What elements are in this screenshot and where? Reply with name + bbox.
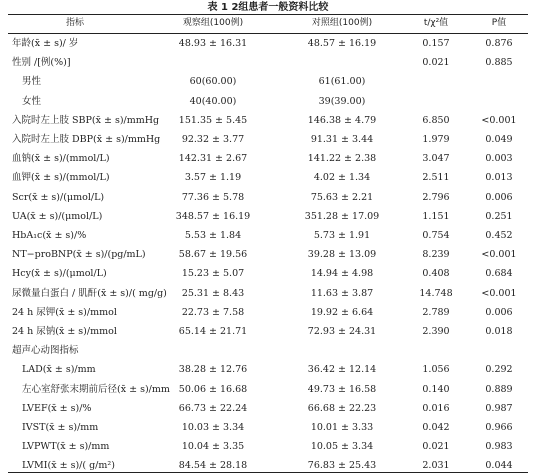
row-label: LVPWT(x̄ ± s)/mm xyxy=(22,441,110,453)
p-value: 0.003 xyxy=(485,153,513,165)
control-value: 72.93 ± 24.31 xyxy=(307,326,377,337)
observation-value: 3.57 ± 1.19 xyxy=(184,172,242,184)
row-label: HbA₁c(x̄ ± s)/% xyxy=(12,230,87,241)
table-bottom-rule xyxy=(8,472,528,473)
test-statistic-value: 1.151 xyxy=(422,210,450,222)
header-observation-group: 观察组(100例) xyxy=(182,18,244,28)
table-row xyxy=(0,171,536,185)
p-value: 0.049 xyxy=(485,134,513,145)
observation-value: 151.35 ± 5.45 xyxy=(178,114,248,126)
control-value: 66.68 ± 22.23 xyxy=(307,402,377,414)
p-value: 0.013 xyxy=(485,172,513,184)
table-row xyxy=(0,267,536,281)
observation-value: 66.73 ± 22.24 xyxy=(178,402,248,414)
observation-value: 77.36 ± 5.78 xyxy=(181,191,245,203)
test-statistic-value: 2.789 xyxy=(422,306,450,318)
row-label: 血钠(x̄ ± s)/(mmol/L) xyxy=(12,153,110,165)
observation-value: 22.73 ± 7.58 xyxy=(181,306,245,318)
observation-value: 38.28 ± 12.76 xyxy=(178,364,248,376)
row-label: LAD(x̄ ± s)/mm xyxy=(22,364,96,376)
test-statistic-value: 0.140 xyxy=(422,383,450,395)
observation-value: 50.06 ± 16.68 xyxy=(178,383,248,395)
table-row xyxy=(0,325,536,339)
control-value: 10.05 ± 3.34 xyxy=(310,441,374,453)
p-value: 0.876 xyxy=(485,38,513,49)
p-value: 0.889 xyxy=(485,383,513,395)
control-value: 4.02 ± 1.34 xyxy=(313,172,371,184)
observation-value: 15.23 ± 5.07 xyxy=(181,268,245,280)
row-label: 性别 /[例(%)] xyxy=(12,57,71,69)
table-header-rule xyxy=(8,33,528,34)
table-row xyxy=(0,114,536,128)
row-label: 入院时左上肢 SBP(x̄ ± s)/mmHg xyxy=(12,114,160,126)
test-statistic-value: 2.511 xyxy=(422,172,450,184)
table-row xyxy=(0,133,536,147)
row-label: NT−proBNP(x̄ ± s)/(pg/mL) xyxy=(12,249,146,261)
test-statistic-value: 3.047 xyxy=(422,153,450,165)
control-value: 351.28 ± 17.09 xyxy=(304,210,380,222)
observation-value: 65.14 ± 21.71 xyxy=(178,326,248,337)
table-row xyxy=(0,383,536,397)
control-value: 14.94 ± 4.98 xyxy=(310,268,374,280)
p-value: 0.006 xyxy=(485,191,513,203)
p-value: 0.983 xyxy=(485,441,513,453)
table-row xyxy=(0,287,536,301)
test-statistic-value: 6.850 xyxy=(422,114,450,126)
table-row xyxy=(0,440,536,454)
observation-value: 48.93 ± 16.31 xyxy=(178,38,248,49)
row-label: 男性 xyxy=(22,76,42,88)
p-value: 0.452 xyxy=(485,230,513,241)
row-label: 尿微量白蛋白 / 肌酐(x̄ ± s)/( mg/g) xyxy=(12,287,167,299)
table-row xyxy=(0,37,536,51)
row-label: Hcy(x̄ ± s)/(μmol/L) xyxy=(12,268,107,280)
p-value: 0.006 xyxy=(485,306,513,318)
p-value: <0.001 xyxy=(481,287,517,299)
row-label: UA(x̄ ± s)/(μmol/L) xyxy=(12,210,103,222)
observation-value: 142.31 ± 2.67 xyxy=(178,153,248,165)
row-label: 左心室舒张末期前后径(x̄ ± s)/mm xyxy=(22,383,170,395)
p-value: 0.987 xyxy=(485,402,513,414)
table-row xyxy=(0,95,536,109)
row-label: Scr(x̄ ± s)/(μmol/L) xyxy=(12,191,105,203)
p-value: <0.001 xyxy=(481,114,517,126)
control-value: 11.63 ± 3.87 xyxy=(310,287,374,299)
test-statistic-value: 0.754 xyxy=(422,230,450,241)
table-row xyxy=(0,421,536,435)
observation-value: 5.53 ± 1.84 xyxy=(184,230,242,241)
table-row xyxy=(0,306,536,320)
p-value: 0.966 xyxy=(485,422,513,433)
table-row xyxy=(0,344,536,358)
control-value: 75.63 ± 2.21 xyxy=(310,191,374,203)
row-label: 女性 xyxy=(22,95,42,107)
row-label: IVST(x̄ ± s)/mm xyxy=(22,422,99,433)
test-statistic-value: 8.239 xyxy=(422,249,450,261)
row-label: LVMI(x̄ ± s)/( g/m²) xyxy=(22,460,115,472)
table-row xyxy=(0,229,536,243)
row-label: 24 h 尿钠(x̄ ± s)/mmol xyxy=(12,326,117,337)
p-value: 0.044 xyxy=(485,460,513,472)
test-statistic-value: 1.979 xyxy=(422,134,450,145)
test-statistic-value: 0.021 xyxy=(422,57,450,69)
test-statistic-value: 2.796 xyxy=(422,191,450,203)
table-header-row xyxy=(0,16,536,30)
test-statistic-value: 0.408 xyxy=(422,268,450,280)
observation-value: 348.57 ± 16.19 xyxy=(175,210,251,222)
control-value: 49.73 ± 16.58 xyxy=(307,383,377,395)
table-top-rule xyxy=(8,14,528,15)
row-label: 血钾(x̄ ± s)/(mmol/L) xyxy=(12,172,110,184)
observation-value: 25.31 ± 8.43 xyxy=(181,287,245,299)
control-value: 19.92 ± 6.64 xyxy=(310,306,374,318)
control-value: 146.38 ± 4.79 xyxy=(307,114,377,126)
observation-value: 58.67 ± 19.56 xyxy=(178,249,248,261)
control-value: 141.22 ± 2.38 xyxy=(307,153,377,165)
table-row xyxy=(0,402,536,416)
observation-value: 60(60.00) xyxy=(189,76,237,88)
header-test-statistic: t/χ²值 xyxy=(423,18,449,28)
header-indicator: 指标 xyxy=(65,18,84,28)
row-label: 年龄(x̄ ± s)/ 岁 xyxy=(12,38,79,49)
control-value: 61(61.00) xyxy=(318,76,366,88)
test-statistic-value: 1.056 xyxy=(422,364,450,376)
control-value: 91.31 ± 3.44 xyxy=(310,134,374,145)
control-value: 5.73 ± 1.91 xyxy=(313,230,371,241)
row-label: 24 h 尿钾(x̄ ± s)/mmol xyxy=(12,306,117,318)
observation-value: 10.03 ± 3.34 xyxy=(181,422,245,433)
p-value: <0.001 xyxy=(481,249,517,261)
table-row xyxy=(0,152,536,166)
p-value: 0.885 xyxy=(485,57,513,69)
row-label: 超声心动图指标 xyxy=(12,345,79,357)
observation-value: 84.54 ± 28.18 xyxy=(178,460,248,472)
test-statistic-value: 2.031 xyxy=(422,460,450,472)
table-row xyxy=(0,56,536,70)
test-statistic-value: 0.021 xyxy=(422,441,450,453)
test-statistic-value: 0.157 xyxy=(422,38,450,49)
observation-value: 40(40.00) xyxy=(189,95,237,107)
row-label: 入院时左上肢 DBP(x̄ ± s)/mmHg xyxy=(12,134,161,145)
test-statistic-value: 0.042 xyxy=(422,422,450,433)
table-row xyxy=(0,363,536,377)
row-label: LVEF(x̄ ± s)/% xyxy=(22,402,92,414)
p-value: 0.251 xyxy=(485,210,513,222)
table-row xyxy=(0,248,536,262)
observation-value: 10.04 ± 3.35 xyxy=(181,441,245,453)
table-row xyxy=(0,191,536,205)
header-p-value: P值 xyxy=(491,18,507,28)
p-value: 0.684 xyxy=(485,268,513,280)
test-statistic-value: 2.390 xyxy=(422,326,450,337)
p-value: 0.018 xyxy=(485,326,513,337)
p-value: 0.292 xyxy=(485,364,513,376)
control-value: 39.28 ± 13.09 xyxy=(307,249,377,261)
table-caption: 表 1 2组患者一般资料比较 xyxy=(207,2,329,13)
control-value: 10.01 ± 3.33 xyxy=(310,422,374,433)
table-row xyxy=(0,75,536,89)
control-value: 48.57 ± 16.19 xyxy=(307,38,377,49)
control-value: 36.42 ± 12.14 xyxy=(307,364,377,376)
observation-value: 92.32 ± 3.77 xyxy=(181,134,245,145)
table-row xyxy=(0,210,536,224)
test-statistic-value: 14.748 xyxy=(419,287,453,299)
header-control-group: 对照组(100例) xyxy=(311,18,373,28)
control-value: 76.83 ± 25.43 xyxy=(307,460,377,472)
test-statistic-value: 0.016 xyxy=(422,402,450,414)
control-value: 39(39.00) xyxy=(318,95,366,107)
